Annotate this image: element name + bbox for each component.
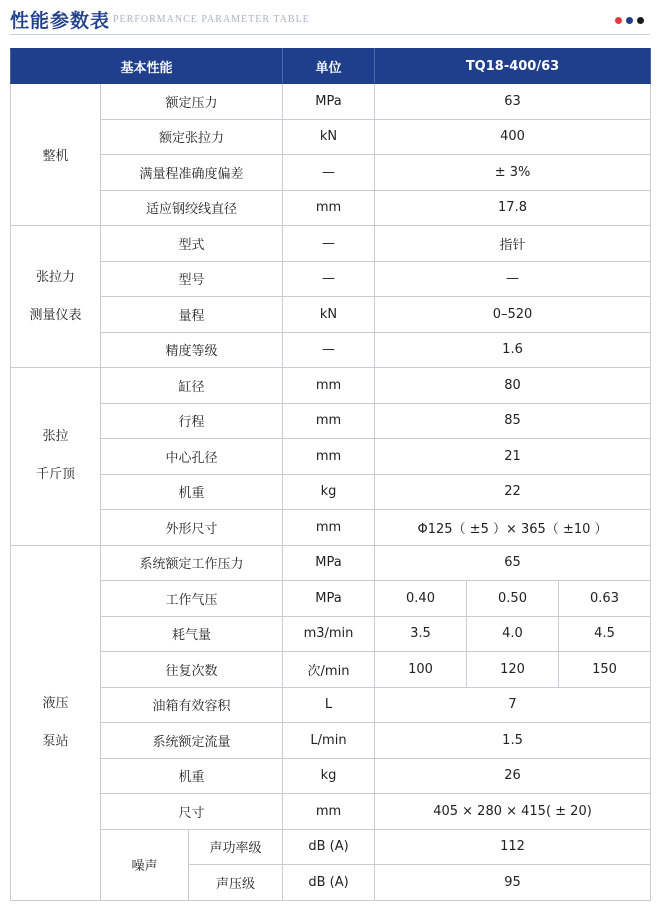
table-row (11, 226, 651, 262)
param-name: 耗气量 (101, 616, 283, 652)
param-name: 额定张拉力 (101, 119, 283, 155)
param-value: 指针 (375, 226, 651, 262)
param-unit: — (283, 332, 375, 368)
param-value: 0.40 (375, 581, 467, 617)
group-label-line: 测量仪表 (29, 307, 82, 323)
param-name: 行程 (101, 403, 283, 439)
param-unit: kN (283, 119, 375, 155)
param-value: 22 (375, 474, 651, 510)
param-unit: mm (283, 439, 375, 475)
table-row (11, 687, 651, 723)
table-row (11, 84, 651, 120)
param-value: 21 (375, 439, 651, 475)
group-label-line: 液压 (42, 695, 69, 711)
param-name: 机重 (101, 474, 283, 510)
group-tension-gauge (11, 226, 101, 368)
table-row (11, 794, 651, 830)
param-value: ± 3% (375, 155, 651, 191)
param-unit: dB (A) (283, 865, 375, 901)
table-header-row (11, 49, 651, 84)
param-unit: L/min (283, 723, 375, 759)
table-row (11, 297, 651, 333)
group-label-line: 张拉 (42, 429, 69, 445)
group-whole-machine: 整机 (11, 84, 101, 226)
page-subtitle: PERFORMANCE PARAMETER TABLE (113, 14, 310, 25)
performance-parameter-table (10, 48, 651, 901)
param-value: 26 (375, 758, 651, 794)
param-unit: dB (A) (283, 829, 375, 865)
table-row (11, 439, 651, 475)
param-name: 缸径 (101, 368, 283, 404)
group-label-line: 泵站 (42, 733, 69, 749)
param-value: 65 (375, 545, 651, 581)
blue-dot-icon (626, 17, 633, 24)
param-value: 1.6 (375, 332, 651, 368)
param-value: 17.8 (375, 190, 651, 226)
param-name: 声功率级 (189, 829, 283, 865)
black-dot-icon (637, 17, 644, 24)
param-unit: kg (283, 474, 375, 510)
param-name: 精度等级 (101, 332, 283, 368)
param-unit: MPa (283, 581, 375, 617)
param-value: 1.5 (375, 723, 651, 759)
param-value: 3.5 (375, 616, 467, 652)
param-unit: kg (283, 758, 375, 794)
param-value: 0.50 (467, 581, 559, 617)
header-divider (10, 34, 650, 35)
param-name: 外形尺寸 (101, 510, 283, 546)
group-tension-jack (11, 368, 101, 546)
group-label-line: 张拉力 (35, 269, 75, 285)
param-value: 150 (559, 652, 651, 688)
table-row (11, 758, 651, 794)
param-value: Φ125（ ±5 ）× 365（ ±10 ） (375, 510, 651, 546)
param-name: 系统额定流量 (101, 723, 283, 759)
param-name: 声压级 (189, 865, 283, 901)
table-row (11, 723, 651, 759)
param-value: 4.0 (467, 616, 559, 652)
table-row (11, 261, 651, 297)
param-name: 系统额定工作压力 (101, 545, 283, 581)
param-name: 型号 (101, 261, 283, 297)
param-name: 型式 (101, 226, 283, 262)
table-row (11, 403, 651, 439)
param-value: 120 (467, 652, 559, 688)
param-name: 额定压力 (101, 84, 283, 120)
decorative-dots (615, 17, 644, 24)
param-name: 量程 (101, 297, 283, 333)
param-value: 95 (375, 865, 651, 901)
param-value: 7 (375, 687, 651, 723)
param-unit: L (283, 687, 375, 723)
table-row (11, 616, 651, 652)
group-label-line: 千斤顶 (35, 467, 75, 483)
header-unit: 单位 (283, 49, 375, 84)
param-unit: mm (283, 794, 375, 830)
param-unit: — (283, 226, 375, 262)
table-row (11, 545, 651, 581)
param-name: 往复次数 (101, 652, 283, 688)
param-value: 63 (375, 84, 651, 120)
param-name: 油箱有效容积 (101, 687, 283, 723)
param-unit: mm (283, 190, 375, 226)
param-value: 400 (375, 119, 651, 155)
table-row (11, 510, 651, 546)
header-model: TQ18-400/63 (375, 49, 651, 84)
page-title: 性能参数表 (10, 10, 111, 32)
param-value: 405 × 280 × 415( ± 20) (375, 794, 651, 830)
param-value: 85 (375, 403, 651, 439)
param-name: 工作气压 (101, 581, 283, 617)
param-name: 机重 (101, 758, 283, 794)
param-value: — (375, 261, 651, 297)
table-row (11, 652, 651, 688)
group-hydraulic-pump-station (11, 545, 101, 900)
param-unit: MPa (283, 84, 375, 120)
red-dot-icon (615, 17, 622, 24)
param-value: 0–520 (375, 297, 651, 333)
param-unit: kN (283, 297, 375, 333)
table-row (11, 155, 651, 191)
param-name: 满量程准确度偏差 (101, 155, 283, 191)
param-unit: mm (283, 510, 375, 546)
table-row (11, 119, 651, 155)
table-row (11, 829, 651, 865)
param-value: 112 (375, 829, 651, 865)
param-name: 中心孔径 (101, 439, 283, 475)
param-value: 80 (375, 368, 651, 404)
table-row (11, 474, 651, 510)
param-unit: — (283, 155, 375, 191)
table-row (11, 332, 651, 368)
page-header (0, 0, 660, 42)
param-unit: MPa (283, 545, 375, 581)
param-unit: — (283, 261, 375, 297)
param-unit: mm (283, 403, 375, 439)
param-value: 4.5 (559, 616, 651, 652)
table-row (11, 581, 651, 617)
table-row (11, 190, 651, 226)
param-name: 尺寸 (101, 794, 283, 830)
header-basic-performance: 基本性能 (11, 49, 283, 84)
table-row (11, 368, 651, 404)
subgroup-noise: 噪声 (101, 829, 189, 900)
param-value: 0.63 (559, 581, 651, 617)
param-value: 100 (375, 652, 467, 688)
param-name: 适应钢绞线直径 (101, 190, 283, 226)
param-unit: m3/min (283, 616, 375, 652)
param-unit: 次/min (283, 652, 375, 688)
param-unit: mm (283, 368, 375, 404)
